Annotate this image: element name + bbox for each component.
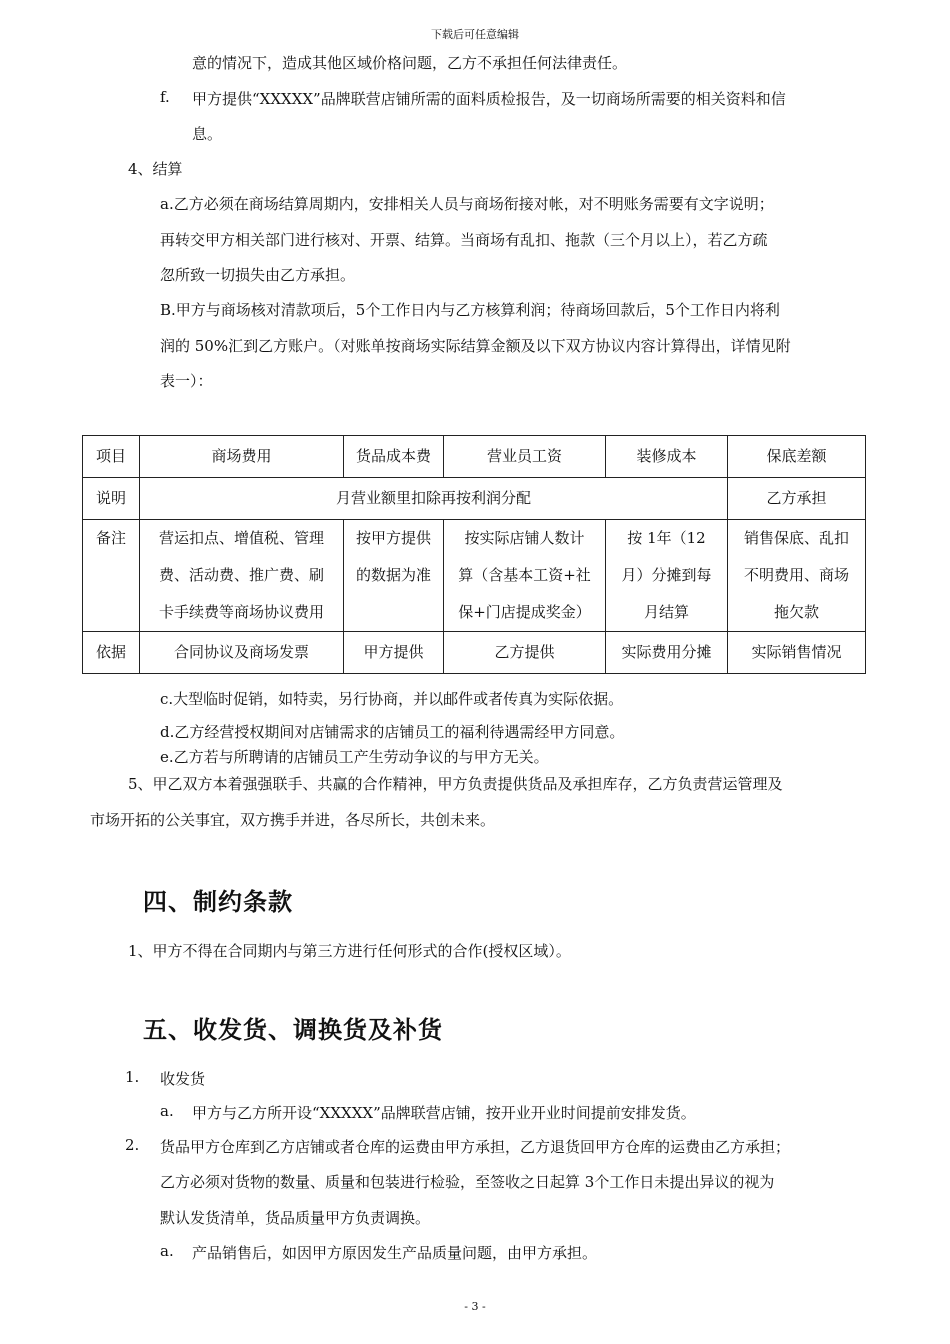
- cell-line: 费、活动费、推广费、刷: [158, 566, 324, 584]
- table-row: [83, 436, 866, 478]
- paragraph-line: 忽所致一切损失由乙方承担。: [160, 266, 356, 284]
- table-header-cell: 保底差额: [728, 436, 866, 478]
- table-cell: 依据: [83, 632, 140, 674]
- table-cell: [444, 520, 606, 632]
- cell-line: 卡手续费等商场协议费用: [158, 603, 324, 621]
- table-header-cell: 商场费用: [140, 436, 344, 478]
- paragraph-line: 默认发货清单，货品质量甲方负责调换。: [160, 1209, 431, 1227]
- table-cell: [344, 520, 444, 632]
- cell-line: 月）分摊到每: [621, 566, 712, 584]
- paragraph-line: e.乙方若与所聘请的店铺员工产生劳动争议的与甲方无关。: [160, 748, 549, 766]
- paragraph-line: 甲方与乙方所开设“XXXXX”品牌联营店铺，按开业开业时间提前安排发货。: [192, 1104, 696, 1122]
- table-cell: 甲方提供: [344, 632, 444, 674]
- paragraph-line: d.乙方经营授权期间对店铺需求的店铺员工的福利待遇需经甲方同意。: [160, 723, 625, 741]
- paragraph-line: B.甲方与商场核对清款项后，5个工作日内与乙方核算利润；待商场回款后，5个工作日内将利: [160, 301, 780, 319]
- table-cell: 实际费用分摊: [606, 632, 728, 674]
- paragraph-line: 1、甲方不得在合同期内与第三方进行任何形式的合作(授权区域）。: [128, 942, 571, 960]
- paragraph-line: 再转交甲方相关部门进行核对、开票、结算。当商场有乱扣、拖款（三个月以上），若乙方疏: [160, 231, 768, 249]
- table-cell: 说明: [83, 478, 140, 520]
- cell-line: 月结算: [643, 603, 689, 621]
- page-header: 下载后可任意编辑: [431, 28, 519, 41]
- paragraph-line: 意的情况下，造成其他区域价格问题，乙方不承担任何法律责任。: [192, 54, 628, 72]
- paragraph-line: a.乙方必须在商场结算周期内，安排相关人员与商场衔接对帐，对不明账务需要有文字说明；: [160, 195, 774, 213]
- table-header-cell: 营业员工资: [444, 436, 606, 478]
- paragraph-line: 5、甲乙双方本着强强联手、共赢的合作精神，甲方负责提供货品及承担库存，乙方负责营运管理及: [128, 775, 783, 793]
- cell-line: 销售保底、乱扣: [743, 529, 849, 547]
- cell-line: 算（含基本工资+社: [458, 566, 591, 584]
- table-row: [83, 478, 866, 520]
- list-marker: a.: [160, 1102, 174, 1120]
- paragraph-line: c.大型临时促销，如特卖，另行协商，并以邮件或者传真为实际依据。: [160, 690, 624, 708]
- paragraph-line: 甲方提供“XXXXX”品牌联营店铺所需的面料质检报告，及一切商场所需要的相关资料和信: [192, 90, 786, 108]
- paragraph-line: 息。: [192, 125, 223, 143]
- cell-line: 按实际店铺人数计: [464, 529, 585, 547]
- cell-line: 保+门店提成奖金）: [458, 603, 591, 621]
- list-marker: 2.: [125, 1136, 140, 1154]
- cell-line: 按甲方提供: [355, 529, 431, 547]
- section-title-delivery: 五、收发货、调换货及补货: [143, 1016, 443, 1044]
- paragraph-line: 乙方必须对货物的数量、质量和包装进行检验，至签收之日起算 3个工作日未提出异议的视为: [160, 1173, 775, 1191]
- paragraph-line: 产品销售后，如因甲方原因发生产品质量问题，由甲方承担。: [192, 1244, 598, 1262]
- table-row: [83, 520, 866, 632]
- cell-line: 的数据为准: [355, 566, 431, 584]
- cell-line: 按 1年（12: [627, 529, 706, 547]
- table-cell: 备注: [83, 520, 140, 632]
- list-marker: f.: [160, 88, 170, 106]
- table-row: [83, 632, 866, 674]
- list-marker: a.: [160, 1242, 174, 1260]
- table-cell: 实际销售情况: [728, 632, 866, 674]
- section-title-restrictions: 四、制约条款: [143, 888, 293, 916]
- paragraph-line: 收发货: [160, 1070, 206, 1088]
- table-cell: [140, 520, 344, 632]
- cell-line: 拖欠款: [773, 603, 819, 621]
- table-cell: 合同协议及商场发票: [140, 632, 344, 674]
- table-header-cell: 货品成本费: [344, 436, 444, 478]
- table-cell: 乙方提供: [444, 632, 606, 674]
- table-cell: [606, 520, 728, 632]
- table-cell: [728, 520, 866, 632]
- page-number: - 3 -: [464, 1300, 486, 1313]
- settlement-table: [82, 435, 866, 674]
- cell-line: 不明费用、商场: [743, 566, 849, 584]
- cell-line: 营运扣点、增值税、管理: [158, 529, 324, 547]
- paragraph-line: 表一）：: [160, 372, 213, 390]
- list-marker: 1.: [125, 1068, 140, 1086]
- table-header-cell: 装修成本: [606, 436, 728, 478]
- paragraph-line: 市场开拓的公关事宜，双方携手并进，各尽所长，共创未来。: [90, 811, 496, 829]
- table-cell: 月营业额里扣除再按利润分配: [140, 478, 728, 520]
- paragraph-line: 货品甲方仓库到乙方店铺或者仓库的运费由甲方承担，乙方退货回甲方仓库的运费由乙方承担；: [160, 1138, 791, 1156]
- table-header-cell: 项目: [83, 436, 140, 478]
- section-heading-settlement: 4、结算: [128, 160, 183, 178]
- paragraph-line: 润的 50%汇到乙方账户。（对账单按商场实际结算金额及以下双方协议内容计算得出，详情见附: [160, 337, 791, 355]
- table-cell: 乙方承担: [728, 478, 866, 520]
